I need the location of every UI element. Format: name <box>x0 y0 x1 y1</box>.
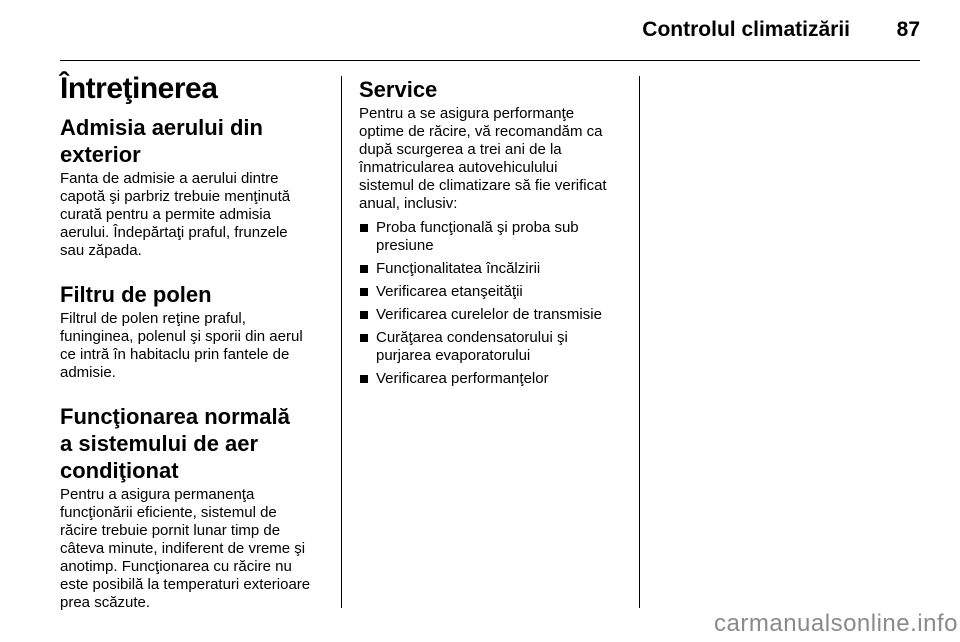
service-checklist <box>359 219 629 388</box>
list-item: Verificarea curelelor de transmisie <box>359 306 629 324</box>
square-bullet-icon <box>360 334 368 342</box>
square-bullet-icon <box>360 288 368 296</box>
main-title: Întreţinerea <box>60 72 218 105</box>
header-title: Controlul climatizării <box>642 18 850 41</box>
right-column <box>359 76 629 393</box>
list-item: Verificarea performanţelor <box>359 370 629 388</box>
square-bullet-icon <box>360 265 368 273</box>
section-heading: Funcţionarea normală a sistemului de aer condiţionat <box>60 404 290 483</box>
list-item: Curăţarea condensatorului şi purjarea evaporatorului <box>359 329 629 365</box>
square-bullet-icon <box>360 224 368 232</box>
list-item: Funcţionalitatea încălzirii <box>359 260 629 278</box>
section-ac-operation <box>60 403 332 612</box>
section-body: Fanta de admisie a aerului dintre capotă şi parbriz trebuie menţinută curată pentru a permite admisia aerului. Îndepărtaţi praful, frunzele sau zăpada. <box>60 170 291 259</box>
section-body: Pentru a asigura permanenţa funcţionării eficiente, sistemul de răcire trebuie pornit lunar timp de câteva minute, indiferent de vreme şi anotimp. Funcţionarea cu răcire nu este posibilă la temperaturi exterioare prea scăzute. <box>60 486 311 611</box>
page-number: 87 <box>896 18 920 41</box>
header-rule <box>60 60 920 61</box>
square-bullet-icon <box>360 311 368 319</box>
service-heading: Service <box>359 77 438 102</box>
service-intro: Pentru a se asigura performanţe optime de răcire, vă recomandăm ca după scurgerea a trei ani de la înmatricularea autovehiculului sistemul de climatizare să fie verificat anual, inclusiv: <box>359 105 607 212</box>
left-column <box>60 70 332 612</box>
section-outside-air <box>60 114 332 260</box>
list-item: Proba funcţională şi proba sub presiune <box>359 219 629 255</box>
section-heading: Filtru de polen <box>60 282 212 307</box>
section-heading: Admisia aerului din exterior <box>60 115 263 167</box>
section-body: Filtrul de polen reţine praful, funinginea, polenul şi sporii din aerul ce intră în habitaclu prin fantele de admisie. <box>60 310 303 381</box>
column-divider-right <box>639 76 640 608</box>
watermark: carmanualsonline.info <box>714 610 958 637</box>
square-bullet-icon <box>360 375 368 383</box>
section-pollen-filter <box>60 281 332 382</box>
list-item: Verificarea etanşeităţii <box>359 283 629 301</box>
column-divider-left <box>341 76 342 608</box>
